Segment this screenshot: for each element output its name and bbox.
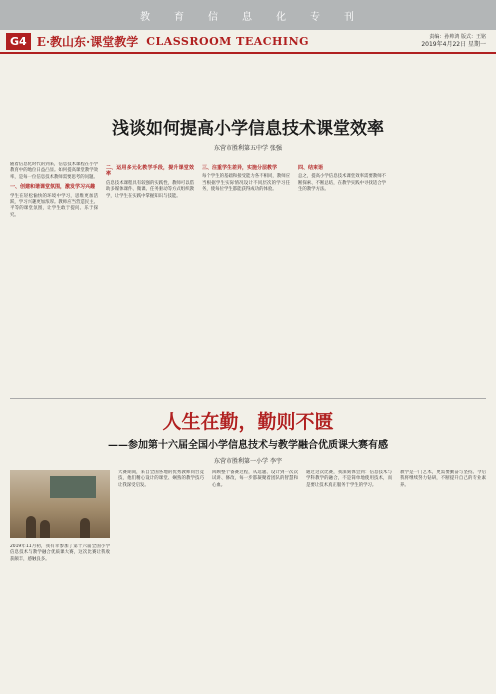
article2-paragraph: 回顾整个备赛过程，从选题、设计到一次次试讲、修改，每一步都凝聚着团队的智慧和心血。 bbox=[212, 470, 298, 488]
article2-byline: 东营市胜利第一小学 李宇 bbox=[214, 458, 282, 465]
masthead-char: 息 bbox=[242, 11, 254, 23]
masthead-char: 刊 bbox=[344, 11, 356, 23]
date-line: 2019年4月22日 星期一 bbox=[421, 41, 486, 48]
masthead-chars bbox=[140, 8, 356, 23]
masthead-char: 教 bbox=[140, 11, 152, 23]
section-title-en: CLASSROOM TEACHING bbox=[146, 34, 310, 48]
masthead-char: 育 bbox=[174, 11, 186, 23]
article2-col bbox=[212, 470, 298, 688]
article1-col bbox=[202, 162, 290, 392]
article2-paragraph: 大赛期间，来自全国各地的优秀教师同台竞技，他们精心设计的课堂、娴熟的教学技巧让我深受启发。 bbox=[118, 470, 204, 488]
article1-section-heading: 二、运用多元化教学手段，提升课堂效率 bbox=[106, 165, 194, 178]
article2-paragraph: 教学是一门艺术，更需要勤奋与坚持。今后我将继续努力钻研，不断提升自己的专业素养。 bbox=[400, 470, 486, 488]
issue-meta bbox=[421, 34, 486, 48]
article1-col bbox=[298, 162, 386, 392]
article2-col bbox=[400, 470, 486, 688]
article1-paragraph: 总之，提高小学信息技术课堂效率需要教师不断探索、不断总结，在教学实践中寻找适合学生的教学方法。 bbox=[298, 174, 386, 193]
article1-col bbox=[106, 162, 194, 392]
masthead-char: 化 bbox=[276, 11, 288, 23]
editor-line: 责编：孙帅鸿 版式：王铭 bbox=[429, 34, 486, 40]
article1-section-heading: 一、创建和谐课堂氛围，激发学习兴趣 bbox=[10, 184, 96, 191]
section-divider bbox=[10, 398, 486, 399]
article1-body bbox=[10, 162, 488, 392]
section-title-cn: E·教山东·课堂教学 bbox=[36, 34, 139, 49]
article2-subtitle: ——参加第十六届全国小学信息技术与教学融合优质课大赛有感 bbox=[108, 440, 388, 451]
masthead-bar bbox=[0, 0, 496, 30]
page-label: G4 bbox=[6, 33, 31, 50]
article1-section-heading: 三、注重学生差异，实施分层教学 bbox=[202, 165, 278, 171]
article2-title: 人生在勤，勤则不匮 bbox=[162, 411, 334, 433]
article1-title: 浅谈如何提高小学信息技术课堂效率 bbox=[112, 119, 384, 139]
article2-paragraph: 通过这次比赛，我深刻体会到：信息技术与学科教学的融合，不是简单地使用技术，而是要让技术真正服务于学生的学习。 bbox=[306, 470, 392, 488]
article2-col bbox=[10, 544, 110, 688]
article2-col bbox=[118, 470, 204, 688]
masthead-char: 信 bbox=[208, 11, 220, 23]
article1-paragraph: 随着信息化时代的到来，信息技术课程在小学教育中的地位日益凸显。如何提高课堂教学效率，是每一位信息技术教师需要思考的问题。 bbox=[10, 162, 98, 180]
article1-section-heading: 四、结束语 bbox=[298, 165, 324, 171]
masthead-char: 专 bbox=[310, 11, 322, 23]
article1-paragraph: 信息技术课程具有较强的实践性，教师可以借助多媒体课件、微课、任务驱动等方式组织教学，让学生在实践中掌握知识与技能。 bbox=[106, 180, 194, 199]
article2-col bbox=[306, 470, 392, 688]
article1-paragraph: 每个学生的基础和接受能力各不相同，教师应当根据学生实际情况设计不同层次的学习任务，使每位学生都能获得成功的体验。 bbox=[202, 174, 290, 193]
article1-byline: 东营市胜利第五中学 张强 bbox=[214, 145, 282, 152]
article2-body bbox=[10, 470, 488, 688]
article1-col bbox=[10, 162, 98, 392]
article1-paragraph: 学生在轻松愉快的环境中学习，思维更加活跃，学习兴趣更加浓厚。教师应当营造民主、平等的课堂氛围，让学生敢于提问、乐于探究。 bbox=[10, 193, 98, 218]
section-header bbox=[0, 30, 496, 54]
article2-paragraph: 2019年11月初，我有幸参加了第十六届全国小学信息技术与教学融合优质课大赛，这次比赛让我收获颇丰，感触良多。 bbox=[10, 544, 110, 562]
